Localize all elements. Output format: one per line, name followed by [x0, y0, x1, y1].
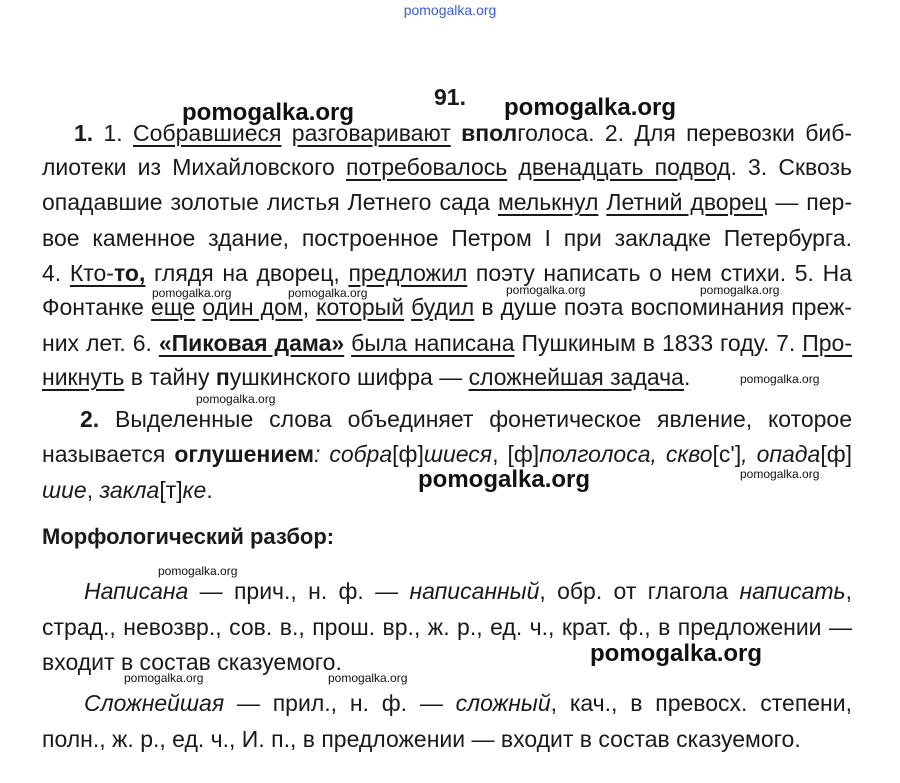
text-fragment: глядя на дворец,	[154, 260, 340, 286]
sentence-number: 1.	[103, 120, 123, 146]
text-fragment: ,	[86, 477, 100, 503]
bold-word: впол	[461, 120, 518, 146]
part-number: 1.	[74, 120, 94, 146]
italic-fragment: ке	[182, 477, 207, 503]
text-fragment: вое каменное здание, построенное Петром I при закладке Петербурга.	[42, 225, 852, 251]
part2-line-2	[42, 439, 852, 469]
watermark: pomogalka.org	[196, 392, 276, 406]
underlined-word: Про-	[802, 330, 853, 356]
text-fragment: лиотеки из Михайловского	[42, 154, 335, 180]
italic-word: написанный	[409, 578, 540, 604]
text-fragment: ,	[302, 294, 310, 320]
transcription: , [ф]	[492, 441, 540, 467]
text-fragment: в душе поэта воспоминания преж-	[481, 294, 853, 320]
underlined-word: была написана	[351, 330, 515, 356]
bold-letter: п	[215, 364, 230, 390]
underlined-word: еще	[150, 294, 196, 320]
bold-word: то,	[113, 260, 146, 286]
text-fragment: — пер-	[775, 189, 852, 215]
watermark: pomogalka.org	[504, 94, 677, 121]
section-title: Морфологический разбор:	[42, 524, 335, 549]
transcription: [ф]	[820, 441, 853, 467]
underlined-word: один дом	[202, 294, 303, 320]
italic-fragment: : собра	[313, 441, 393, 467]
underlined-title: «Пиковая дама»	[158, 330, 345, 356]
transcription: [с']	[712, 441, 742, 467]
italic-word: сложный	[455, 690, 551, 716]
transcription: [т]	[159, 477, 183, 503]
underlined-word: который	[316, 294, 405, 320]
text-fragment: называется	[42, 441, 166, 467]
text-fragment: поэту написать о нем стихи. 5. На	[475, 260, 853, 286]
underlined-word: сложнейшая задача	[468, 364, 684, 390]
italic-fragment: полголоса	[539, 441, 651, 467]
transcription: [ф]	[392, 441, 424, 467]
morph-p1-line-1	[84, 576, 852, 606]
part1-line-4	[42, 223, 852, 253]
italic-word: Написана	[84, 578, 189, 604]
text-fragment: Пушкиным в 1833 году. 7.	[521, 330, 796, 356]
underlined-word: мелькнул	[497, 189, 599, 215]
text-fragment: .	[683, 364, 691, 390]
text-fragment: — прил., н. ф. —	[236, 690, 443, 716]
italic-word: написать	[739, 578, 846, 604]
italic-fragment: закла	[99, 477, 160, 503]
text-fragment: . 3. Сквозь	[730, 154, 853, 180]
part1-line-2	[42, 152, 852, 182]
underlined-word: потребовалось	[345, 154, 508, 180]
underlined-word: никнуть	[42, 364, 125, 390]
watermark: pomogalka.org	[152, 286, 232, 300]
italic-word: Сложнейшая	[84, 690, 225, 716]
text-fragment: голоса. 2. Для перевозки биб-	[517, 120, 853, 146]
watermark: pomogalka.org	[740, 372, 820, 386]
part2-line-1	[80, 404, 852, 434]
morph-p1-line-2	[42, 612, 852, 642]
text-fragment: полн., ж. р., ед. ч., И. п., в предложении — входит в состав сказуемого.	[42, 726, 801, 752]
part1-line-8	[42, 362, 690, 392]
part1-line-3	[42, 187, 852, 217]
underlined-word: Летний дворец	[606, 189, 768, 215]
part2-line-3	[42, 475, 213, 505]
watermark: pomogalka.org	[740, 467, 820, 481]
watermark: pomogalka.org	[506, 283, 586, 297]
watermark: pomogalka.org	[590, 640, 763, 667]
watermark: pomogalka.org	[158, 564, 238, 578]
text-fragment: опадавшие золотые листья Летнего сада	[42, 189, 490, 215]
text-fragment: ,	[845, 578, 853, 604]
watermark: pomogalka.org	[328, 671, 408, 685]
part-number: 2.	[80, 406, 100, 432]
text-fragment: них лет. 6.	[42, 330, 152, 356]
underlined-word: предложил	[348, 260, 468, 286]
watermark: pomogalka.org	[700, 283, 780, 297]
text-fragment: входит в состав сказуемого.	[42, 649, 342, 675]
italic-fragment: , опада	[741, 441, 821, 467]
text-fragment: , обр. от глагола	[539, 578, 729, 604]
part1-line-7	[42, 328, 852, 358]
watermark: pomogalka.org	[182, 99, 355, 126]
underlined-word: двенадцать подвод	[518, 154, 731, 180]
sentence-number: 4.	[42, 260, 62, 286]
text-fragment: .	[206, 477, 213, 503]
text-fragment: , кач., в превосх. степени,	[550, 690, 853, 716]
underlined-word: Кто-	[69, 260, 114, 286]
watermark: pomogalka.org	[288, 286, 368, 300]
watermark-top: pomogalka.org	[403, 2, 497, 18]
text-fragment: ушкинского шифра —	[229, 364, 463, 390]
text-fragment: Фонтанке	[42, 294, 144, 320]
morph-p2-line-2	[42, 724, 801, 754]
underlined-word: Собравшиеся	[133, 120, 282, 146]
italic-fragment: шие	[42, 477, 87, 503]
underlined-word: будил	[411, 294, 475, 320]
text-fragment: Выделенные слова объединяет фонетическое явление, которое	[115, 406, 853, 432]
underlined-word: разговаривают	[291, 120, 451, 146]
text-fragment: — прич., н. ф. —	[199, 578, 399, 604]
text-fragment: страд., невозвр., сов. в., прош. вр., ж. р., ед. ч., крат. ф., в предложении —	[42, 614, 852, 640]
text-fragment: в тайну	[130, 364, 210, 390]
watermark: pomogalka.org	[124, 671, 204, 685]
italic-fragment: , скво	[650, 441, 713, 467]
italic-fragment: шиеся	[423, 441, 493, 467]
watermark: pomogalka.org	[418, 466, 591, 493]
bold-term: оглушением	[174, 441, 314, 467]
morph-p2-line-1	[84, 688, 852, 718]
exercise-number: 91.	[434, 84, 466, 110]
